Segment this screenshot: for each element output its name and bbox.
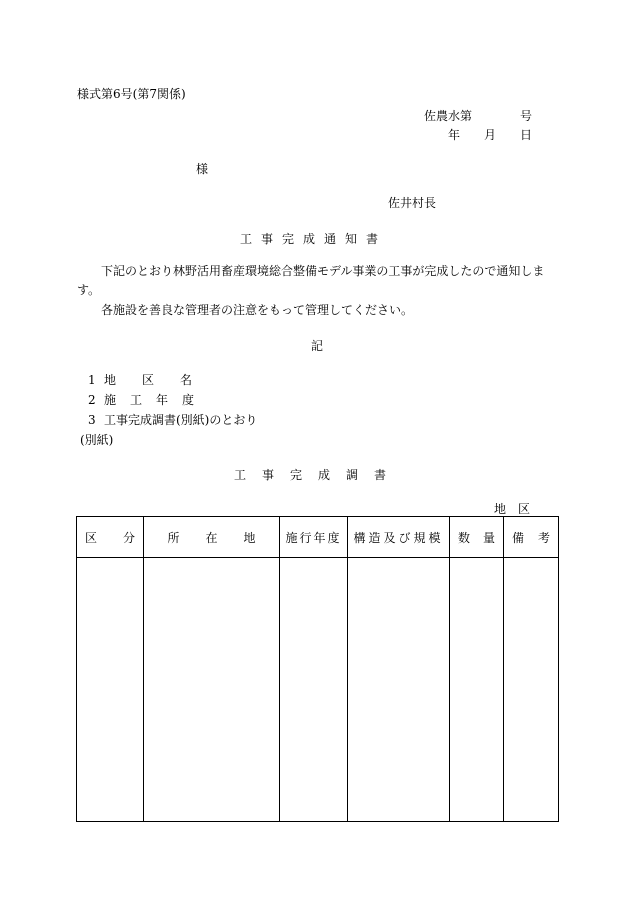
completion-table: [76, 516, 559, 822]
notice-title: 工事完成通知書: [240, 232, 388, 246]
form-number: 様式第6号(第7関係): [77, 87, 186, 101]
cell-remarks: [504, 558, 559, 822]
cell-location: [144, 558, 280, 822]
item-number: 2: [88, 393, 96, 407]
attachment-label: (別紙): [80, 433, 114, 447]
issue-date: [448, 126, 532, 143]
col-label: 施行年度: [285, 530, 342, 545]
col-label: 量: [482, 530, 495, 545]
doc-number-suffix: 号: [520, 109, 533, 123]
ki-heading: 記: [311, 339, 324, 353]
col-remarks: [504, 517, 559, 558]
table-header-row: [77, 517, 559, 558]
col-label: 区: [85, 530, 98, 545]
cell-quantity: [450, 558, 504, 822]
item-label: 地区名: [104, 373, 219, 387]
item-completion-report: [88, 411, 257, 428]
cell-kubun: [77, 558, 144, 822]
cell-construction-year: [280, 558, 348, 822]
col-kubun: [77, 517, 144, 558]
table-body-row: [77, 558, 559, 822]
col-label: 在: [205, 530, 218, 545]
sender-name: 佐井村長: [388, 196, 437, 210]
item-label: 工事完成調書(別紙)のとおり: [104, 413, 258, 427]
col-label: 数: [458, 530, 471, 545]
col-label: 構造及び規模: [353, 530, 444, 545]
col-label: 所: [167, 530, 180, 545]
item-construction-year: [88, 391, 208, 408]
item-district-name: [88, 371, 218, 388]
col-structure-scale: [348, 517, 450, 558]
notice-paragraph-2: 各施設を善良な管理者の注意をもって管理してください。: [101, 303, 414, 317]
date-day: 日: [520, 128, 533, 142]
date-month: 月: [484, 128, 497, 142]
col-location: [144, 517, 280, 558]
document-number: [424, 107, 532, 124]
col-label: 地: [243, 530, 256, 545]
col-quantity: [450, 517, 504, 558]
notice-paragraph-1: 下記のとおり林野活用畜産環境総合整備モデル事業の工事が完成したので通知します。: [77, 264, 545, 297]
col-label: 考: [537, 530, 550, 545]
doc-number-prefix: 佐農水第: [424, 109, 473, 123]
col-label: 分: [122, 530, 135, 545]
item-number: 3: [88, 413, 96, 427]
addressee-honorific: 様: [196, 162, 209, 176]
col-label: 備: [512, 530, 525, 545]
date-year: 年: [448, 128, 461, 142]
item-label: 施工年度: [104, 393, 209, 407]
item-number: 1: [88, 373, 96, 387]
district-label: 地区: [494, 502, 543, 516]
report-title: 工事完成調書: [234, 468, 403, 482]
col-construction-year: [280, 517, 348, 558]
cell-structure-scale: [348, 558, 450, 822]
